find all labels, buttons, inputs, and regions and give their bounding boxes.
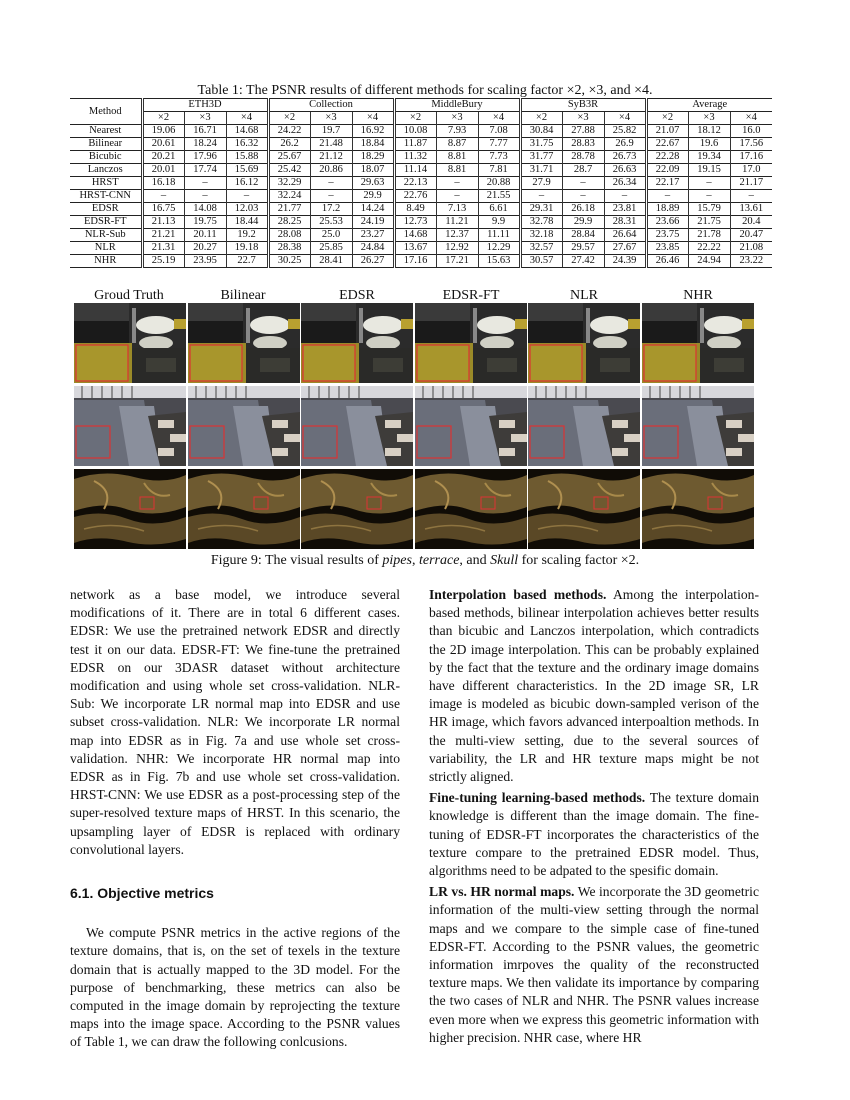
value-cell: 21.31 [142, 242, 184, 255]
value-cell: 26.46 [646, 255, 688, 268]
value-cell: 28.25 [268, 216, 310, 229]
value-cell: 22.7 [226, 255, 268, 268]
table-row [70, 138, 772, 151]
value-cell: 11.32 [394, 151, 436, 164]
figure-caption: Figure 9: The visual results of pipes, terrace, and Skull for scaling factor ×2. [210, 553, 640, 568]
value-cell: – [184, 190, 226, 203]
value-cell: 20.27 [184, 242, 226, 255]
method-cell: NLR-Sub [70, 229, 142, 242]
value-cell: 24.39 [604, 255, 646, 268]
value-cell: 26.18 [562, 203, 604, 216]
value-cell: 19.6 [688, 138, 730, 151]
value-cell: 23.75 [646, 229, 688, 242]
value-cell: 21.13 [142, 216, 184, 229]
skull-image [74, 469, 186, 549]
pipes-image [188, 303, 300, 383]
value-cell: 32.18 [520, 229, 562, 242]
value-cell: 22.76 [394, 190, 436, 203]
value-cell: 25.0 [310, 229, 352, 242]
value-cell: 16.32 [226, 138, 268, 151]
value-cell: 17.56 [730, 138, 772, 151]
caption-pipes: pipes [382, 553, 412, 568]
group-header: MiddleBury [394, 99, 520, 112]
table-row [70, 177, 772, 190]
psnr-table [70, 98, 772, 268]
value-cell: 17.74 [184, 164, 226, 177]
value-cell: – [436, 177, 478, 190]
group-header: SyB3R [520, 99, 646, 112]
value-cell: – [520, 190, 562, 203]
figure-label-ground-truth: Groud Truth [94, 288, 164, 303]
value-cell: 29.31 [520, 203, 562, 216]
value-cell: – [688, 177, 730, 190]
table-caption: Table 1: The PSNR results of different methods for scaling factor ×2, ×3, and ×4. [197, 83, 653, 98]
value-cell: 16.18 [142, 177, 184, 190]
value-cell: 12.29 [478, 242, 520, 255]
scale-header: ×3 [688, 112, 730, 125]
value-cell: 22.09 [646, 164, 688, 177]
value-cell: 7.81 [478, 164, 520, 177]
value-cell: 14.24 [352, 203, 394, 216]
value-cell: 19.7 [310, 125, 352, 138]
caption-skull: Skull [490, 553, 519, 568]
value-cell: 21.07 [646, 125, 688, 138]
value-cell: 28.41 [310, 255, 352, 268]
value-cell: 21.48 [310, 138, 352, 151]
value-cell: 19.34 [688, 151, 730, 164]
value-cell: 28.7 [562, 164, 604, 177]
terrace-image [301, 386, 413, 466]
value-cell: 22.13 [394, 177, 436, 190]
value-cell: 13.61 [730, 203, 772, 216]
figure-label-nlr: NLR [570, 288, 598, 303]
value-cell: 23.81 [604, 203, 646, 216]
value-cell: 22.28 [646, 151, 688, 164]
value-cell: 10.08 [394, 125, 436, 138]
terrace-image [188, 386, 300, 466]
value-cell: 8.87 [436, 138, 478, 151]
scale-header: ×4 [604, 112, 646, 125]
value-cell: 30.84 [520, 125, 562, 138]
value-cell: 25.19 [142, 255, 184, 268]
group-header: ETH3D [142, 99, 268, 112]
value-cell: 20.21 [142, 151, 184, 164]
value-cell: 26.73 [604, 151, 646, 164]
terrace-image [74, 386, 186, 466]
right-paragraph-3: LR vs. HR normal maps. We incorporate the 3D geometric information of the multi-view setting through the normal maps and we compare to the simple case of fine-tuned EDSR-FT. According to the PSNR values, the geometric information imrpoves the quality of the reconstructed texture maps. We then validate its importance by comparing the two cases of NLR and NHR. The PSNR values increase even more when we express this geometric information with higher precision. NHR case, where HR [429, 884, 759, 1045]
value-cell: 18.89 [646, 203, 688, 216]
method-cell: NLR [70, 242, 142, 255]
method-cell: Bilinear [70, 138, 142, 151]
left-column [70, 586, 400, 1052]
right-paragraph-2: Fine-tuning learning-based methods. The texture domain knowledge is different than the image domain. The fine-tuning of EDSR-FT incorporates the characteristics of the texture compare to the pretrained EDSR model. Thus, algorithms need to be adpated to the spesific domain. [429, 790, 759, 879]
value-cell: 16.92 [352, 125, 394, 138]
value-cell: 27.42 [562, 255, 604, 268]
value-cell: 30.57 [520, 255, 562, 268]
paragraph-heading: Interpolation based methods. [429, 587, 607, 602]
terrace-image [528, 386, 640, 466]
paragraph-heading: Fine-tuning learning-based methods. [429, 790, 646, 806]
value-cell: 30.25 [268, 255, 310, 268]
value-cell: 27.67 [604, 242, 646, 255]
table-row [70, 151, 772, 164]
value-cell: 6.61 [478, 203, 520, 216]
value-cell: – [562, 177, 604, 190]
scale-header: ×4 [352, 112, 394, 125]
value-cell: 15.63 [478, 255, 520, 268]
left-paragraph-1: network as a base model, we introduce several modifications of it. There are in total 6 different cases. EDSR: We use the pretrained network EDSR and directly test it on our data. EDSR-FT: We fine-tune the pretrained EDSR on our 3DASR dataset without architecture modification and using whole set cross-validation. NLR-Sub: We incorporate LR normal map into EDSR and use subset cross-validation. NLR: We incorporate LR normal map into EDSR as in Fig. 7a and use whole set cross-validation. NHR: We incorporate HR normal map into EDSR as in Fig. 7b and use whole set cross-validation. HRST-CNN: We use EDSR as a post-processing step of the super-resolved texture maps of HRST. In this scenario, the upsampling layer of EDSR is replaced with ordinary convolutional layers. [70, 587, 400, 857]
value-cell: 26.2 [268, 138, 310, 151]
skull-image [415, 469, 527, 549]
value-cell: 24.19 [352, 216, 394, 229]
value-cell: 21.55 [478, 190, 520, 203]
figure-column-nlr [528, 303, 640, 552]
scale-header: ×3 [184, 112, 226, 125]
value-cell: 11.14 [394, 164, 436, 177]
scale-header: ×3 [310, 112, 352, 125]
value-cell: 22.67 [646, 138, 688, 151]
value-cell: 31.71 [520, 164, 562, 177]
value-cell: 23.22 [730, 255, 772, 268]
value-cell: 19.2 [226, 229, 268, 242]
table-row [70, 203, 772, 216]
value-cell: – [184, 177, 226, 190]
table-row [70, 229, 772, 242]
value-cell: – [226, 190, 268, 203]
value-cell: 8.81 [436, 164, 478, 177]
value-cell: 29.63 [352, 177, 394, 190]
value-cell: 21.17 [730, 177, 772, 190]
scale-header: ×2 [394, 112, 436, 125]
value-cell: 16.71 [184, 125, 226, 138]
value-cell: 31.75 [520, 138, 562, 151]
scale-header: ×2 [142, 112, 184, 125]
method-cell: Lanczos [70, 164, 142, 177]
scale-header: ×2 [268, 112, 310, 125]
value-cell: 19.15 [688, 164, 730, 177]
value-cell: 21.75 [688, 216, 730, 229]
value-cell: 28.31 [604, 216, 646, 229]
value-cell: 12.37 [436, 229, 478, 242]
table-row [70, 164, 772, 177]
pipes-image [74, 303, 186, 383]
value-cell: 17.16 [394, 255, 436, 268]
method-cell: EDSR-FT [70, 216, 142, 229]
figure-column-edsr [301, 303, 413, 552]
scale-header: ×4 [730, 112, 772, 125]
table-row [70, 125, 772, 138]
value-cell: 25.42 [268, 164, 310, 177]
value-cell: 17.16 [730, 151, 772, 164]
skull-image [188, 469, 300, 549]
value-cell: 18.29 [352, 151, 394, 164]
scale-header: ×4 [478, 112, 520, 125]
scale-header: ×2 [646, 112, 688, 125]
skull-image [301, 469, 413, 549]
caption-terrace: terrace [418, 553, 460, 568]
pipes-image [528, 303, 640, 383]
value-cell: 25.53 [310, 216, 352, 229]
value-cell: 26.63 [604, 164, 646, 177]
value-cell: 21.77 [268, 203, 310, 216]
value-cell: 28.08 [268, 229, 310, 242]
pipes-image [301, 303, 413, 383]
value-cell: 17.2 [310, 203, 352, 216]
value-cell: 17.0 [730, 164, 772, 177]
value-cell: 7.13 [436, 203, 478, 216]
section-title: 6.1. Objective metrics [70, 885, 214, 902]
value-cell: 20.88 [478, 177, 520, 190]
value-cell: 8.49 [394, 203, 436, 216]
value-cell: 25.82 [604, 125, 646, 138]
value-cell: 20.61 [142, 138, 184, 151]
value-cell: 7.77 [478, 138, 520, 151]
value-cell: 19.06 [142, 125, 184, 138]
scale-header: ×3 [562, 112, 604, 125]
value-cell: – [562, 190, 604, 203]
figure-column-bilinear [188, 303, 300, 552]
value-cell: 20.01 [142, 164, 184, 177]
pipes-image [642, 303, 754, 383]
value-cell: 21.08 [730, 242, 772, 255]
figure-label-bilinear: Bilinear [220, 288, 266, 303]
value-cell: 13.67 [394, 242, 436, 255]
value-cell: 12.92 [436, 242, 478, 255]
value-cell: 28.38 [268, 242, 310, 255]
method-cell: HRST-CNN [70, 190, 142, 203]
value-cell: 26.34 [604, 177, 646, 190]
value-cell: 27.9 [520, 177, 562, 190]
right-column [429, 586, 759, 1047]
method-cell: Nearest [70, 125, 142, 138]
group-header: Average [646, 99, 772, 112]
method-cell: Bicubic [70, 151, 142, 164]
value-cell: 18.07 [352, 164, 394, 177]
left-paragraph-2: We compute PSNR metrics in the active regions of the texture domains, that is, on the set of texels in the texture domain that is actually mapped to the 3D model. For the purpose of benchmarking, these metrics can also be computed in the image domain by reprojecting the texture maps into the image space. According to the PSNR values of Table 1, we can draw the following conlcusions. [70, 925, 400, 1050]
value-cell: 11.87 [394, 138, 436, 151]
value-cell: 18.24 [184, 138, 226, 151]
scale-header: ×2 [520, 112, 562, 125]
value-cell: 18.44 [226, 216, 268, 229]
value-cell: 29.9 [562, 216, 604, 229]
figure-column-ground-truth [74, 303, 186, 552]
value-cell: 25.67 [268, 151, 310, 164]
value-cell: 19.75 [184, 216, 226, 229]
value-cell: 23.95 [184, 255, 226, 268]
value-cell: 16.12 [226, 177, 268, 190]
value-cell: 14.08 [184, 203, 226, 216]
value-cell: 11.21 [436, 216, 478, 229]
value-cell: 15.69 [226, 164, 268, 177]
scale-header: ×4 [226, 112, 268, 125]
value-cell: 21.21 [142, 229, 184, 242]
value-cell: 32.24 [268, 190, 310, 203]
value-cell: 18.84 [352, 138, 394, 151]
figure-column-edsr-ft [415, 303, 527, 552]
value-cell: 32.57 [520, 242, 562, 255]
value-cell: – [646, 190, 688, 203]
value-cell: 21.78 [688, 229, 730, 242]
value-cell: 20.4 [730, 216, 772, 229]
value-cell: 9.9 [478, 216, 520, 229]
value-cell: 24.22 [268, 125, 310, 138]
value-cell: 7.73 [478, 151, 520, 164]
value-cell: 14.68 [394, 229, 436, 242]
value-cell: 27.88 [562, 125, 604, 138]
value-cell: 24.84 [352, 242, 394, 255]
value-cell: 28.84 [562, 229, 604, 242]
terrace-image [415, 386, 527, 466]
value-cell: 7.08 [478, 125, 520, 138]
value-cell: 22.22 [688, 242, 730, 255]
value-cell: 20.11 [184, 229, 226, 242]
figure-label-edsr-ft: EDSR-FT [442, 288, 500, 303]
table-group-header [70, 99, 772, 112]
value-cell: 23.66 [646, 216, 688, 229]
value-cell: 23.85 [646, 242, 688, 255]
method-header: Method [70, 99, 142, 125]
paragraph-heading: LR vs. HR normal maps. [429, 884, 575, 900]
value-cell: – [730, 190, 772, 203]
figure-label-edsr: EDSR [339, 288, 375, 303]
value-cell: 16.75 [142, 203, 184, 216]
value-cell: 7.93 [436, 125, 478, 138]
table-row [70, 242, 772, 255]
method-cell: NHR [70, 255, 142, 268]
value-cell: 8.81 [436, 151, 478, 164]
value-cell: 15.79 [688, 203, 730, 216]
value-cell: 22.17 [646, 177, 688, 190]
value-cell: 28.78 [562, 151, 604, 164]
value-cell: – [142, 190, 184, 203]
value-cell: – [436, 190, 478, 203]
group-header: Collection [268, 99, 394, 112]
method-cell: EDSR [70, 203, 142, 216]
value-cell: 14.68 [226, 125, 268, 138]
skull-image [642, 469, 754, 549]
pipes-image [415, 303, 527, 383]
value-cell: 18.12 [688, 125, 730, 138]
right-paragraph-1: Interpolation based methods. Among the interpolation-based methods, bilinear interpolation achieves better results than bicubic and Lanczos interpolation, which contradicts the 2D image interpolation. This can be probably explained by the fact that the texture and the ordinary image domains have different characteristics. In the 2D image SR, LR image is modeled as bicubic down-sampled verison of the HR image, which favors advanced interpoaltion methods. In the multi-view setting, due to the several sources of variability, the LR and HR texture maps might be not strictly aligned. [429, 587, 759, 785]
value-cell: 11.11 [478, 229, 520, 242]
value-cell: 25.85 [310, 242, 352, 255]
value-cell: 15.88 [226, 151, 268, 164]
value-cell: 17.96 [184, 151, 226, 164]
skull-image [528, 469, 640, 549]
value-cell: 20.47 [730, 229, 772, 242]
scale-header: ×3 [436, 112, 478, 125]
value-cell: 32.78 [520, 216, 562, 229]
value-cell: 26.27 [352, 255, 394, 268]
terrace-image [642, 386, 754, 466]
table-row [70, 216, 772, 229]
value-cell: 20.86 [310, 164, 352, 177]
figure-column-nhr [642, 303, 754, 552]
value-cell: 32.29 [268, 177, 310, 190]
value-cell: 23.27 [352, 229, 394, 242]
value-cell: 26.64 [604, 229, 646, 242]
value-cell: – [604, 190, 646, 203]
table-scale-header [70, 112, 772, 125]
table-row [70, 190, 772, 203]
figure-label-nhr: NHR [683, 288, 713, 303]
value-cell: 26.9 [604, 138, 646, 151]
value-cell: 29.57 [562, 242, 604, 255]
value-cell: 12.03 [226, 203, 268, 216]
method-cell: HRST [70, 177, 142, 190]
value-cell: 28.83 [562, 138, 604, 151]
value-cell: 19.18 [226, 242, 268, 255]
value-cell: 29.9 [352, 190, 394, 203]
value-cell: – [310, 190, 352, 203]
value-cell: 31.77 [520, 151, 562, 164]
table-row [70, 255, 772, 268]
value-cell: 21.12 [310, 151, 352, 164]
value-cell: 24.94 [688, 255, 730, 268]
value-cell: – [688, 190, 730, 203]
value-cell: – [310, 177, 352, 190]
value-cell: 12.73 [394, 216, 436, 229]
value-cell: 16.0 [730, 125, 772, 138]
value-cell: 17.21 [436, 255, 478, 268]
